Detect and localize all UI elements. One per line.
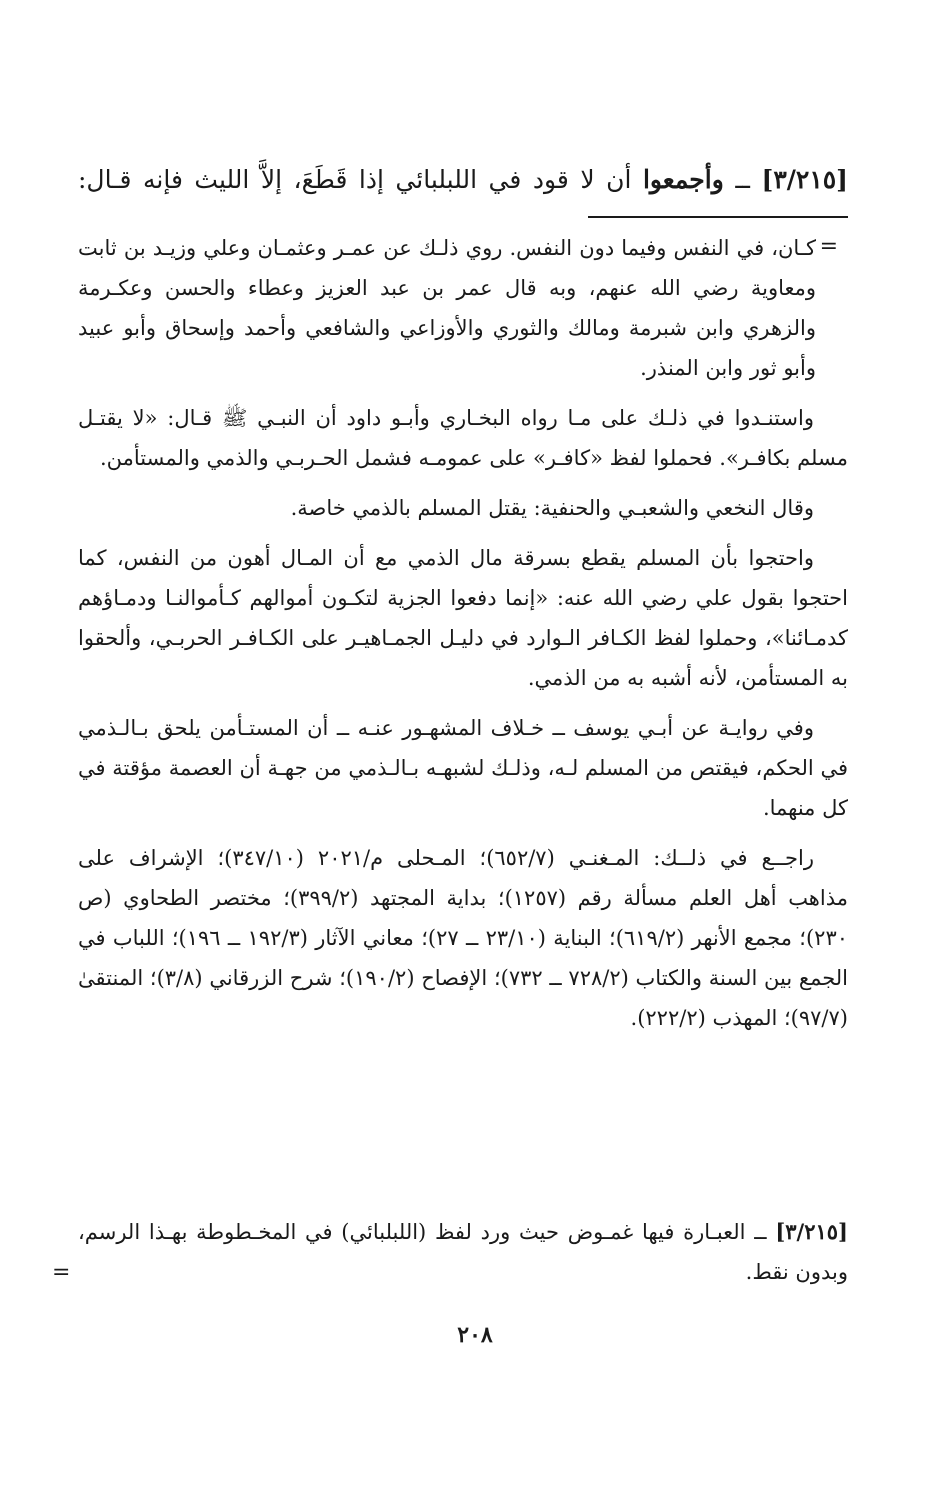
entry-dash: ــ <box>735 165 750 194</box>
entry-lead-word: وأجمعوا <box>642 165 724 194</box>
footnote-text: العبـارة فيها غمـوض حيث ورد لفظ (اللبلبائي) في المخـطوطة بهـذا الرسم، وبدون نقط. <box>78 1220 848 1284</box>
note-paragraph-references: راجــع في ذلــك: المـغنـي (٦٥٢/٧)؛ المـحلى م/٢٠٢١ (٣٤٧/١٠)؛ الإشراف على مذاهب أهل العلم مسألة رقم (١٢٥٧)؛ بداية المجتهد (٣٩٩/٢)؛ مختصر الطحاوي (ص ٢٣٠)؛ مجمع الأنهر (٦١٩/٢)؛ البناية (٢٣/١٠ ــ ٢٧)؛ معاني الآثار (١٩٢/٣ ــ ١٩٦)؛ اللباب في الجمع بين السنة والكتاب (٧٢٨/٢ ــ ٧٣٢)؛ الإفصاح (١٩٠/٢)؛ شرح الزرقاني (٣/٨)؛ المنتقىٰ (٩٧/٧)؛ المهذب (٢٢٢/٢). <box>78 846 849 1030</box>
page-number: ٢٠٨ <box>457 1322 493 1348</box>
footnote-dash: ــ <box>754 1220 767 1244</box>
note-paragraph-5: وفي روايـة عن أبـي يوسف ــ خـلاف المشهـور عنـه ــ أن المستـأمن يلحق بـالـذمي في الحكم، فيقتص من المسلم لـه، وذلـك لشبهـه بـالـذمي من جهـة أن العصمة مؤقتة في كل منهما. <box>78 716 848 820</box>
note-paragraph-4: واحتجوا بأن المسلم يقطع بسرقة مال الذمي مع أن المـال أهون من النفس، كما احتجوا بقول علي رضي الله عنه: «إنما دفعوا الجزية لتكـون أموالهم كـأموالنـا ودمـاؤهم كدمـائنا»، وحملوا لفظ الكـافر الـوارد في دليـل الجمـاهيـر على الكـافـر الحربـي، وألحقوا به المستأمن، لأنه أشبه به من الذمي. <box>78 546 848 690</box>
entry-reference: [٣/٢١٥] <box>761 165 849 194</box>
continuation-mark-bottom: = <box>52 1260 71 1285</box>
entry-text: أن لا قود في اللبلبائي إذا قَطَعَ، إلاَّ الليث فإنه قـال: <box>78 165 632 194</box>
entry-heading <box>78 158 848 202</box>
footnote <box>78 1212 848 1292</box>
continuation-mark-top: = <box>819 234 838 259</box>
footnote-reference: [٣/٢١٥] <box>775 1219 848 1244</box>
note-paragraph-3: وقال النخعي والشعبـي والحنفية: يقتل المسلم بالذمي خاصة. <box>290 496 814 520</box>
footnote-separator-rule <box>588 216 848 218</box>
commentary-notes <box>78 228 848 1048</box>
note-paragraph-1: كـان، في النفس وفيما دون النفس. روي ذلـك عن عمـر وعثمـان وعلي وزيـد بن ثابت ومعاوية رضي الله عنهم، وبه قال عمر بن عبد العزيز وعطاء والحسن وعكـرمة والزهري وابن شبرمة ومالك والثوري والأوزاعي والشافعي وأحمد وإسحاق وأبو عبيد وأبو ثور وابن المنذر. <box>78 236 816 380</box>
book-page <box>78 0 848 1493</box>
note-paragraph-2: واستنـدوا في ذلـك على مـا رواه البخـاري وأبـو داود أن النبـي ﷺ قـال: «لا يقتـل مسلم بكافـر». فحملوا لفظ «كافـر» على عمومـه فشمل الحـربـي والذمي والمستأمن. <box>78 406 848 470</box>
